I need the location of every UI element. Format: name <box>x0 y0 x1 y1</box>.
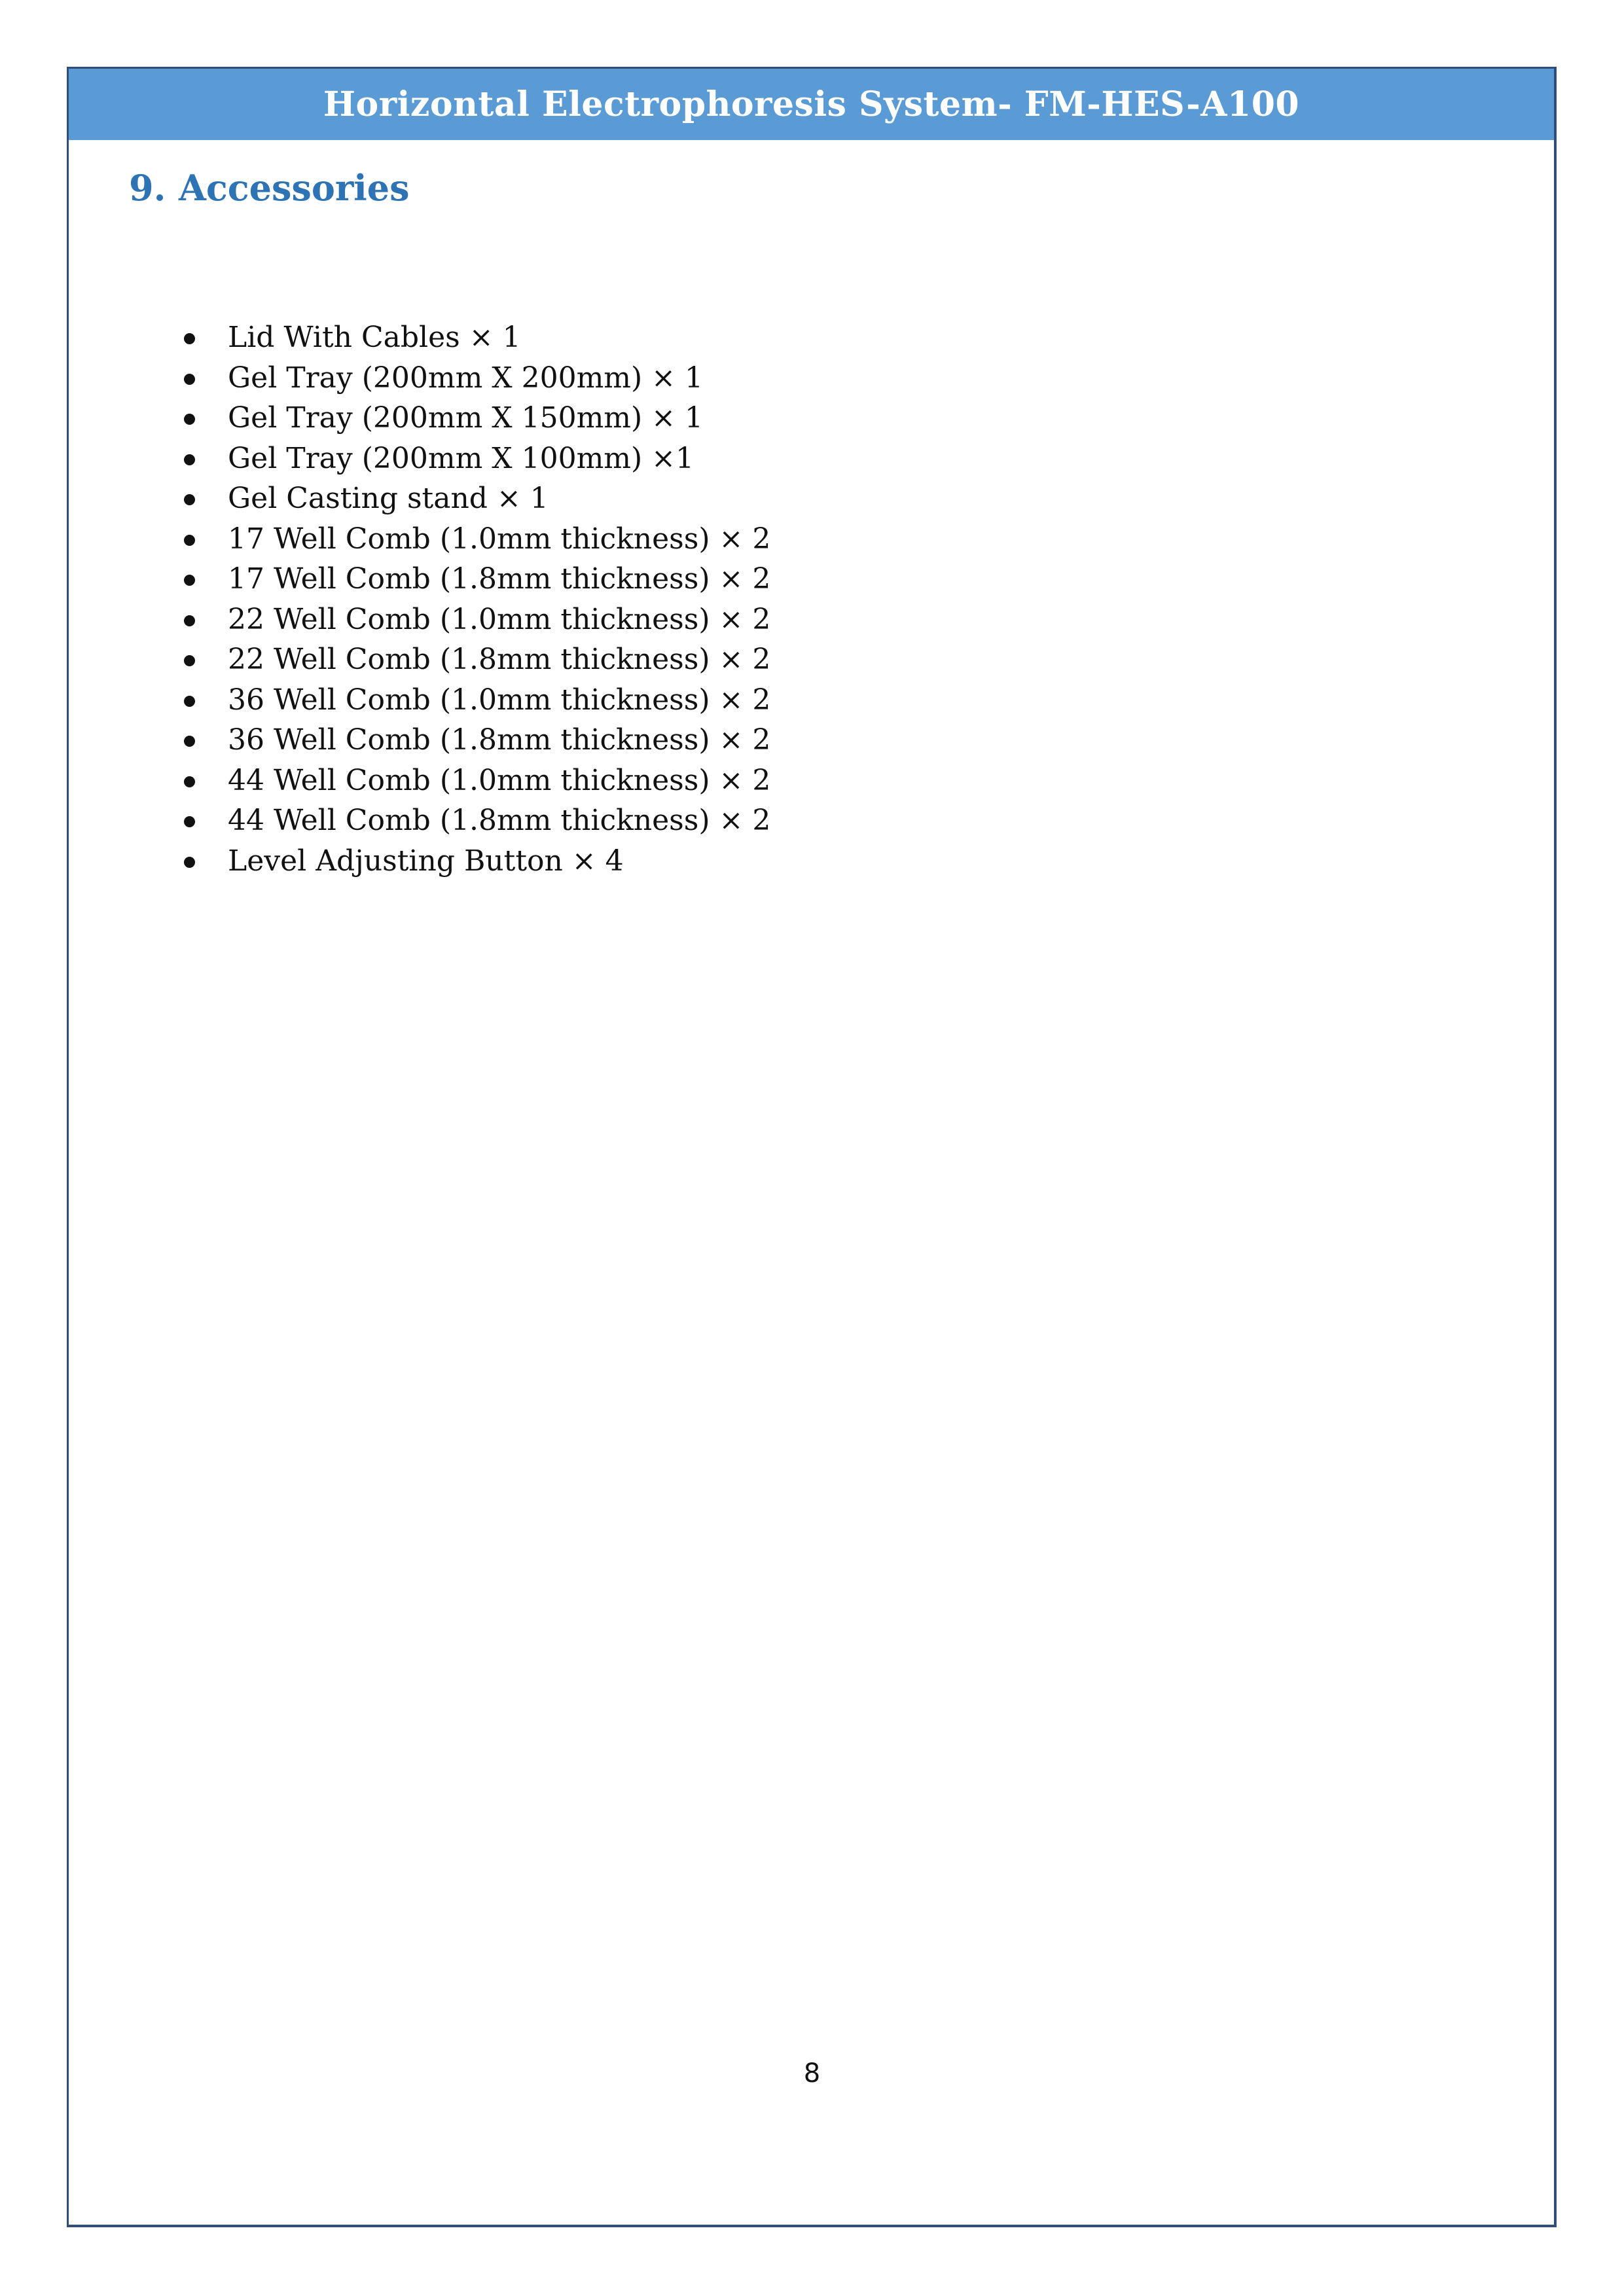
list-item-label: Gel Tray (200mm X 200mm) × 1 <box>228 361 704 395</box>
bullet-icon <box>184 655 195 666</box>
bullet-icon <box>184 857 195 868</box>
list-item <box>177 761 770 801</box>
list-item <box>177 800 770 841</box>
list-item-label: 36 Well Comb (1.0mm thickness) × 2 <box>228 683 771 717</box>
list-item-label: 44 Well Comb (1.8mm thickness) × 2 <box>228 804 771 837</box>
list-item-label: 17 Well Comb (1.8mm thickness) × 2 <box>228 562 771 596</box>
bullet-icon <box>184 454 195 465</box>
list-item <box>177 639 770 680</box>
list-item <box>177 358 770 399</box>
bullet-icon <box>184 333 195 344</box>
header-title: Horizontal Electrophoresis System- FM-HES-A100 <box>323 84 1300 124</box>
bullet-icon <box>184 736 195 747</box>
list-item <box>177 600 770 640</box>
page-number: 8 <box>803 2058 821 2089</box>
list-item <box>177 478 770 519</box>
bullet-icon <box>184 615 195 626</box>
list-item <box>177 519 770 560</box>
header-bar <box>69 69 1554 140</box>
list-item-label: 36 Well Comb (1.8mm thickness) × 2 <box>228 723 771 757</box>
section-title: Accessories <box>179 167 410 209</box>
list-item-label: Lid With Cables × 1 <box>228 321 521 354</box>
list-item <box>177 841 770 882</box>
bullet-icon <box>184 374 195 385</box>
accessory-list <box>177 317 770 881</box>
list-item-label: Gel Tray (200mm X 150mm) × 1 <box>228 401 704 435</box>
list-item-label: Gel Tray (200mm X 100mm) ×1 <box>228 441 695 475</box>
list-item <box>177 439 770 479</box>
list-item-label: 22 Well Comb (1.0mm thickness) × 2 <box>228 602 771 636</box>
list-item <box>177 398 770 439</box>
bullet-icon <box>184 535 195 546</box>
bullet-icon <box>184 494 195 505</box>
list-item <box>177 317 770 358</box>
section-number: 9. <box>129 167 166 209</box>
list-item <box>177 559 770 600</box>
list-item-label: Level Adjusting Button × 4 <box>228 844 624 878</box>
list-item <box>177 720 770 761</box>
list-item-label: 22 Well Comb (1.8mm thickness) × 2 <box>228 643 771 676</box>
bullet-icon <box>184 696 195 707</box>
section-heading <box>129 167 410 209</box>
bullet-icon <box>184 414 195 425</box>
list-item <box>177 680 770 721</box>
list-item-label: Gel Casting stand × 1 <box>228 482 549 515</box>
bullet-icon <box>184 816 195 827</box>
bullet-icon <box>184 776 195 787</box>
list-item-label: 44 Well Comb (1.0mm thickness) × 2 <box>228 763 771 797</box>
list-item-label: 17 Well Comb (1.0mm thickness) × 2 <box>228 522 771 556</box>
bullet-icon <box>184 575 195 586</box>
